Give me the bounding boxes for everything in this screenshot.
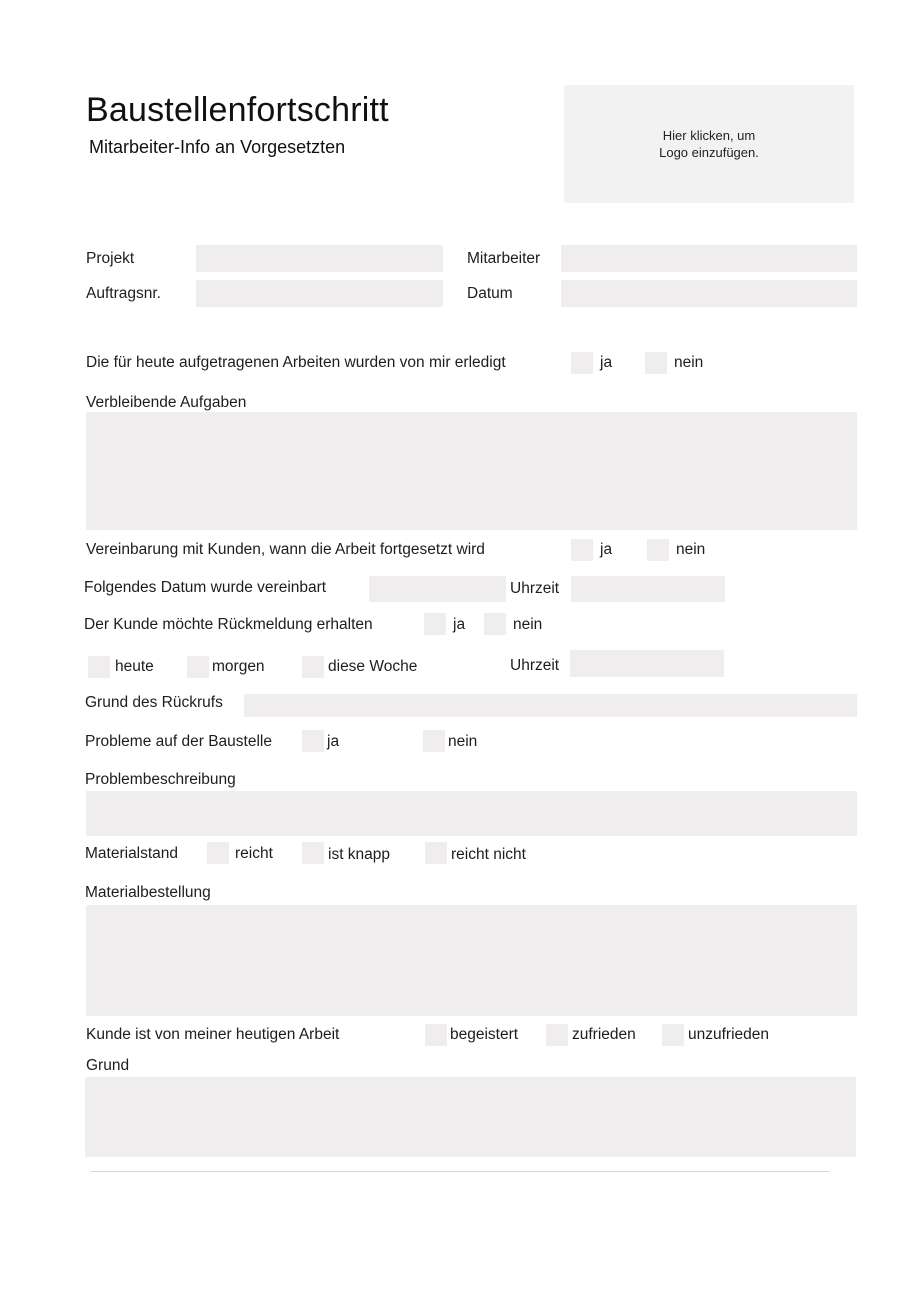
probleme-ja-label: ja	[327, 733, 340, 750]
logo-placeholder-line2: Logo einzufügen.	[659, 145, 759, 160]
logo-placeholder-line1: Hier klicken, um	[662, 128, 756, 143]
page-title: Baustellenfortschritt	[86, 91, 389, 129]
projekt-field[interactable]	[196, 245, 443, 272]
kunde-zufrieden-checkbox[interactable]	[546, 1024, 568, 1046]
materialbestellung-textarea[interactable]	[86, 905, 857, 1016]
rueckmeldung-nein-label: nein	[513, 616, 543, 633]
materialbestellung-label: Materialbestellung	[85, 884, 211, 901]
material-reicht-checkbox[interactable]	[207, 842, 229, 864]
material-ist-knapp-label: ist knapp	[328, 846, 391, 863]
kunde-begeistert-label: begeistert	[450, 1026, 519, 1043]
footer-divider	[90, 1171, 830, 1172]
projekt-label: Projekt	[86, 250, 135, 267]
rueckmeldung-nein-checkbox[interactable]	[484, 613, 506, 635]
material-reicht-label: reicht	[235, 845, 273, 862]
vereinbarung-ja-checkbox[interactable]	[571, 539, 593, 561]
auftragsnr-label: Auftragsnr.	[86, 285, 161, 302]
rueckmeldung-ja-label: ja	[453, 616, 466, 633]
auftragsnr-field[interactable]	[196, 280, 443, 307]
vereinbarung-uhrzeit-field[interactable]	[571, 576, 725, 602]
logo-placeholder[interactable]	[564, 85, 854, 203]
probleme-nein-checkbox[interactable]	[423, 730, 445, 752]
kunde-zufrieden-label: zufrieden	[572, 1026, 636, 1043]
grund-textarea[interactable]	[85, 1077, 856, 1157]
mitarbeiter-label: Mitarbeiter	[467, 250, 541, 267]
arbeiten-ja-checkbox[interactable]	[571, 352, 593, 374]
probleme-ja-checkbox[interactable]	[302, 730, 324, 752]
rueckmeldung-uhrzeit-label: Uhrzeit	[510, 657, 560, 674]
vereinbartes-datum-label: Folgendes Datum wurde vereinbart	[84, 579, 327, 596]
material-reicht-nicht-checkbox[interactable]	[425, 842, 447, 864]
rueckmeldung-heute-checkbox[interactable]	[88, 656, 110, 678]
kunde-unzufrieden-checkbox[interactable]	[662, 1024, 684, 1046]
grund-rueckruf-label: Grund des Rückrufs	[85, 694, 223, 711]
kunde-begeistert-checkbox[interactable]	[425, 1024, 447, 1046]
arbeiten-nein-label: nein	[674, 354, 704, 371]
material-ist-knapp-checkbox[interactable]	[302, 842, 324, 864]
arbeiten-erledigt-question: Die für heute aufgetragenen Arbeiten wurden von mir erledigt	[86, 354, 506, 371]
page-subtitle: Mitarbeiter-Info an Vorgesetzten	[89, 137, 346, 157]
rueckmeldung-ja-checkbox[interactable]	[424, 613, 446, 635]
rueckmeldung-diese-woche-checkbox[interactable]	[302, 656, 324, 678]
vereinbarung-nein-label: nein	[676, 541, 706, 558]
problembeschreibung-label: Problembeschreibung	[85, 771, 236, 788]
vereinbarung-question: Vereinbarung mit Kunden, wann die Arbeit fortgesetzt wird	[86, 541, 485, 558]
datum-label: Datum	[467, 285, 513, 302]
grund-label: Grund	[86, 1057, 130, 1074]
vereinbartes-datum-field[interactable]	[369, 576, 506, 602]
rueckmeldung-uhrzeit-field[interactable]	[570, 650, 724, 677]
vereinbarung-uhrzeit-label: Uhrzeit	[510, 580, 560, 597]
rueckmeldung-morgen-checkbox[interactable]	[187, 656, 209, 678]
problembeschreibung-textarea[interactable]	[86, 791, 857, 836]
kunde-unzufrieden-label: unzufrieden	[688, 1026, 770, 1043]
verbleibende-aufgaben-textarea[interactable]	[86, 412, 857, 530]
datum-field[interactable]	[561, 280, 857, 307]
rueckmeldung-morgen-label: morgen	[212, 658, 265, 675]
arbeiten-ja-label: ja	[600, 354, 613, 371]
vereinbarung-nein-checkbox[interactable]	[647, 539, 669, 561]
grund-rueckruf-field[interactable]	[244, 694, 857, 717]
rueckmeldung-question: Der Kunde möchte Rückmeldung erhalten	[84, 616, 373, 633]
rueckmeldung-diese-woche-label: diese Woche	[328, 658, 418, 675]
kunde-zufriedenheit-question: Kunde ist von meiner heutigen Arbeit	[86, 1026, 340, 1043]
vereinbarung-ja-label: ja	[600, 541, 613, 558]
probleme-nein-label: nein	[448, 733, 478, 750]
mitarbeiter-field[interactable]	[561, 245, 857, 272]
probleme-question: Probleme auf der Baustelle	[85, 733, 272, 750]
material-reicht-nicht-label: reicht nicht	[451, 846, 526, 863]
arbeiten-nein-checkbox[interactable]	[645, 352, 667, 374]
materialstand-label: Materialstand	[85, 845, 179, 862]
rueckmeldung-heute-label: heute	[115, 658, 154, 675]
verbleibende-aufgaben-label: Verbleibende Aufgaben	[86, 394, 247, 411]
